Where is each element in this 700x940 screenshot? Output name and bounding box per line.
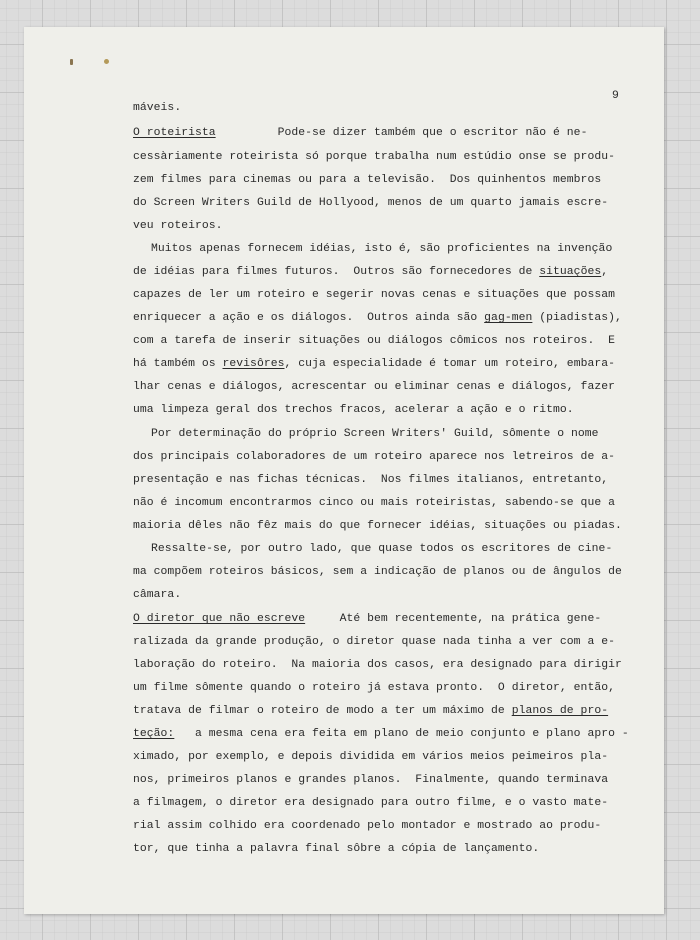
text-segment: Muitos apenas fornecem idéias, isto é, são proficientes na invenção	[151, 243, 613, 255]
text-segment: tor, que tinha a palavra final sôbre a cópia de lançamento.	[133, 843, 540, 855]
text-segment: enriquecer a ação e os diálogos. Outros ainda são	[133, 312, 485, 324]
text-line	[133, 705, 608, 717]
text-segment: do Screen Writers Guild de Hollyood, menos de um quarto jamais escre-	[133, 197, 609, 209]
text-segment: ximado, por exemplo, e depois dividida em vários meios peimeiros pla-	[133, 751, 609, 763]
text-segment: lhar cenas e diálogos, acrescentar ou eliminar cenas e diálogos, fazer	[133, 381, 615, 393]
text-segment: a mesma cena era feita em plano de meio conjunto e plano apro -	[174, 728, 629, 740]
underlined-text: O roteirista	[133, 127, 216, 139]
text-segment: , cuja especialidade é tomar um roteiro, embara-	[284, 358, 616, 370]
text-segment: um filme sômente quando o roteiro já estava pronto. O diretor, então,	[133, 682, 615, 694]
text-segment: a filmagem, o diretor era designado para outro filme, e o vasto mate-	[133, 797, 609, 809]
text-segment: capazes de ler um roteiro e segerir novas cenas e situações que possam	[133, 289, 615, 301]
text-line	[133, 613, 601, 625]
text-line	[133, 127, 587, 139]
text-segment: ralizada da grande produção, o diretor quase nada tinha a ver com a e-	[133, 636, 615, 648]
text-line	[133, 102, 181, 114]
underlined-text: O diretor que não escreve	[133, 613, 306, 625]
text-line	[133, 682, 615, 694]
text-segment: ma compõem roteiros básicos, sem a indicação de planos ou de ângulos de	[133, 566, 622, 578]
text-segment: Até bem recentemente, na prática gene-	[305, 613, 602, 625]
text-segment: presentação e nas fichas técnicas. Nos filmes italianos, entretanto,	[133, 474, 609, 486]
staple-mark	[104, 59, 109, 64]
text-segment: rial assim colhido era coordenado pelo montador e mostrado ao produ-	[133, 820, 602, 832]
text-line	[133, 197, 608, 209]
text-line	[133, 820, 601, 832]
text-segment: (piadistas),	[532, 312, 622, 324]
text-segment: câmara.	[133, 589, 182, 601]
text-line	[133, 843, 539, 855]
text-segment: dos principais colaboradores de um roteiro aparece nos letreiros de a-	[133, 451, 615, 463]
text-segment: laboração do roteiro. Na maioria dos casos, era designado para dirigir	[133, 659, 622, 671]
text-line	[133, 381, 615, 393]
underlined-text: planos de pro-	[511, 705, 609, 717]
text-line	[133, 474, 608, 486]
text-segment: nos, primeiros planos e grandes planos. Finalmente, quando terminava	[133, 774, 609, 786]
underlined-text: revisôres	[222, 358, 285, 370]
staple-mark	[70, 59, 73, 65]
text-line	[133, 497, 615, 509]
text-segment: cessàriamente roteirista só porque trabalha num estúdio onse se produ-	[133, 151, 615, 163]
text-segment: há também os	[133, 358, 223, 370]
text-line	[133, 659, 622, 671]
text-line	[133, 335, 615, 347]
typewritten-page	[24, 27, 664, 914]
text-segment: ,	[601, 266, 609, 278]
text-line	[151, 543, 612, 555]
text-line	[133, 636, 615, 648]
text-line	[133, 520, 622, 532]
text-segment: Pode-se dizer também que o escritor não é ne-	[215, 127, 588, 139]
text-segment: tratava de filmar o roteiro de modo a ter um máximo de	[133, 705, 512, 717]
page-number: 9	[612, 90, 619, 102]
text-line	[133, 774, 608, 786]
text-segment: maioria dêles não fêz mais do que fornecer idéias, situações ou piadas.	[133, 520, 622, 532]
text-segment: máveis.	[133, 102, 182, 114]
text-line	[133, 289, 615, 301]
text-line	[133, 151, 615, 163]
text-line	[133, 312, 622, 324]
text-line	[133, 451, 615, 463]
text-segment: zem filmes para cinemas ou para a televisão. Dos quinhentos membros	[133, 174, 602, 186]
text-line	[133, 566, 622, 578]
text-line	[133, 174, 601, 186]
text-segment: veu roteiros.	[133, 220, 223, 232]
text-line	[133, 404, 574, 416]
text-line	[133, 728, 629, 740]
text-segment: uma limpeza geral dos trechos fracos, acelerar a ação e o ritmo.	[133, 404, 574, 416]
text-line	[133, 751, 608, 763]
text-line	[133, 797, 608, 809]
text-line	[151, 243, 612, 255]
underlined-text: situações	[539, 266, 602, 278]
text-line	[133, 358, 615, 370]
text-segment: Ressalte-se, por outro lado, que quase todos os escritores de cine-	[151, 543, 613, 555]
text-segment: não é incomum encontrarmos cinco ou mais roteiristas, sabendo-se que a	[133, 497, 615, 509]
text-segment: Por determinação do próprio Screen Writers' Guild, sômente o nome	[151, 428, 599, 440]
text-line	[151, 428, 599, 440]
text-line	[133, 589, 181, 601]
text-line	[133, 266, 608, 278]
text-line	[133, 220, 223, 232]
text-segment: de idéias para filmes futuros. Outros são fornecedores de	[133, 266, 540, 278]
text-segment: com a tarefa de inserir situações ou diálogos cômicos nos roteiros. E	[133, 335, 615, 347]
underlined-text: teção:	[133, 728, 175, 740]
underlined-text: gag-men	[484, 312, 533, 324]
